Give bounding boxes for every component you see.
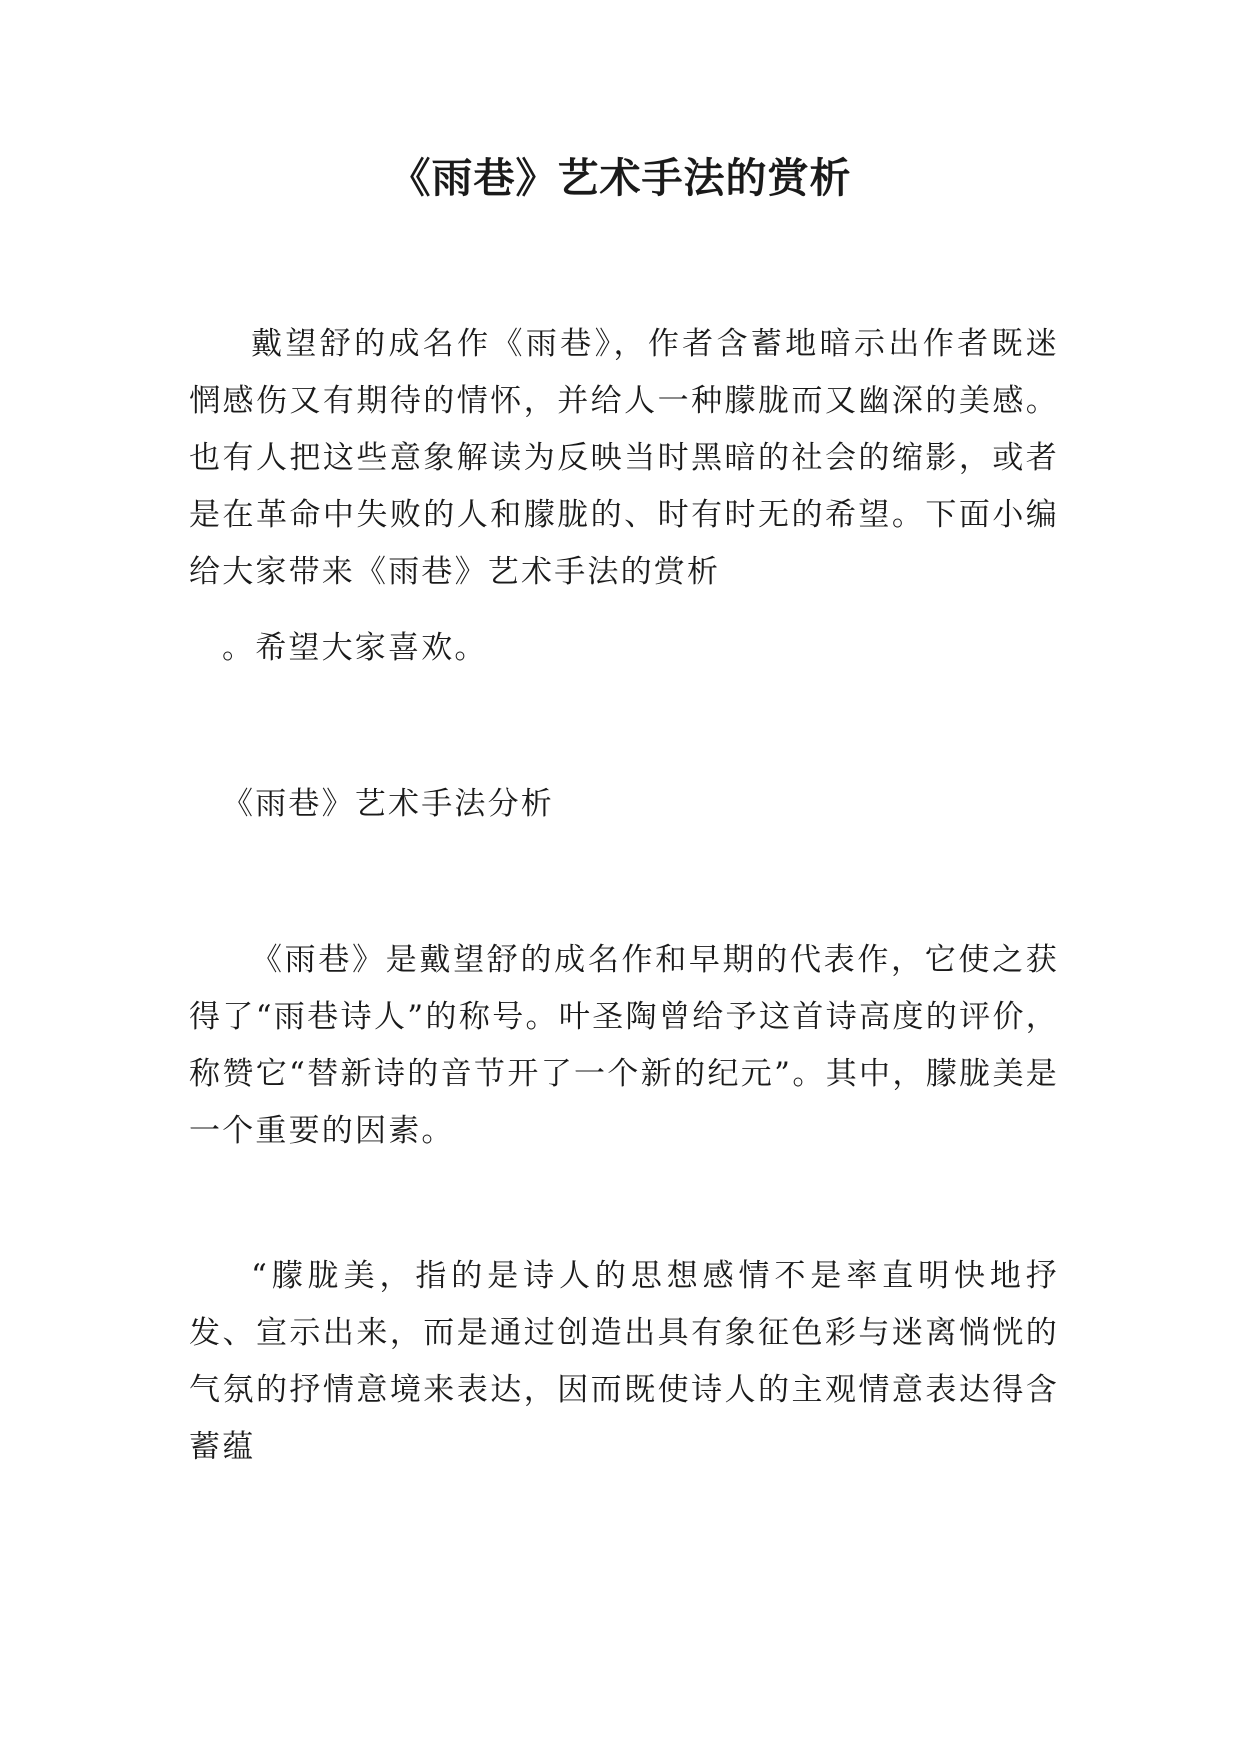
paragraph-analysis: 《雨巷》是戴望舒的成名作和早期的代表作，它使之获得了“雨巷诗人”的称号。叶圣陶曾给予这首诗高度的评价，称赞它“替新诗的音节开了一个新的纪元”。其中，朦胧美是一个重要的因素。	[189, 942, 1059, 1149]
paragraph-quote: “朦胧美，指的是诗人的思想感情不是率直明快地抒发、宣示出来，而是通过创造出具有象征色彩与迷离惝恍的气氛的抒情意境来表达，因而既使诗人的主观情意表达得含蓄蕴	[189, 1258, 1059, 1465]
document-title: 《雨巷》艺术手法的赏析	[389, 154, 852, 202]
paragraph-wish: 。希望大家喜欢。	[222, 630, 488, 666]
paragraph-intro: 戴望舒的成名作《雨巷》，作者含蓄地暗示出作者既迷惘感伤又有期待的情怀，并给人一种朦胧而又幽深的美感。也有人把这些意象解读为反映当时黑暗的社会的缩影，或者是在革命中失败的人和朦胧的、时有时无的希望。下面小编给大家带来《雨巷》艺术手法的赏析	[189, 326, 1059, 590]
section-heading: 《雨巷》艺术手法分析	[222, 786, 554, 822]
